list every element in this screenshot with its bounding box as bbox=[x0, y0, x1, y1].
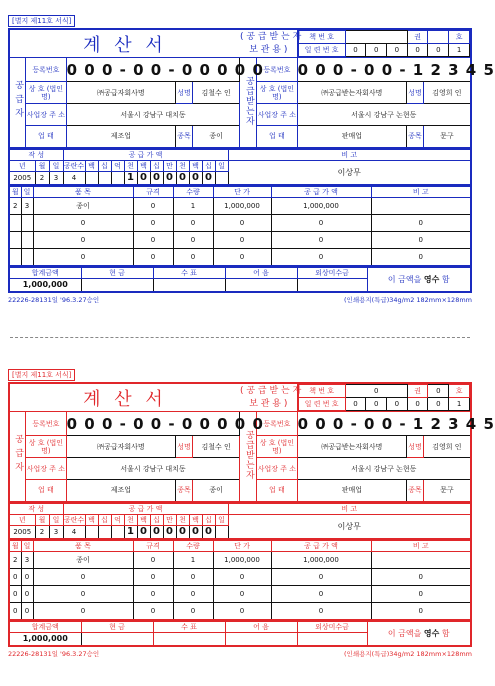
table-row: 0 0 0 0 0 0 bbox=[9, 249, 471, 266]
receiver-mark: 공 급 받 는 자 bbox=[246, 31, 302, 42]
supplier-side-label: 공급자 bbox=[9, 412, 26, 502]
invoice-title: 계 산 서 bbox=[83, 34, 167, 56]
table-row: 2 3 종이 0 1 1,000,000 1,000,000 bbox=[9, 198, 471, 215]
form-number-label: [별지 제11호 서식] bbox=[8, 369, 75, 381]
supplier-reg-number: 0 0 0 - 0 0 - 0 0 0 0 0 bbox=[66, 58, 240, 82]
supplier-side-label: 공급자 bbox=[9, 58, 26, 148]
approval-note: 22226-28131일 '96.3.27승인 bbox=[8, 296, 100, 304]
invoice-blue-copy bbox=[8, 8, 495, 304]
invoice-title: 계 산 서 bbox=[83, 388, 167, 410]
receiver-company: ㈜공급받는자회사명 bbox=[297, 82, 407, 104]
receiver-address: 서울시 강남구 논현동 bbox=[297, 104, 471, 126]
items-table-blue: 월 일 품 목 규격 수량 단 가 공 급 가 액 비 고 2 3 종이 0 1 1,000,000 1,000,000 0 0 0 0 0 0 0 0 0 0 0 0 0 0 0 0 0 0 bbox=[8, 186, 472, 267]
supplier-company: ㈜공급자회사명 bbox=[66, 436, 176, 458]
issue-row: 2005 2 3 4 1 0 0 0 0 0 0 bbox=[9, 171, 471, 185]
total-amount: 1,000,000 bbox=[9, 278, 81, 292]
table-row: 0 0 0 0 0 0 0 0 bbox=[9, 603, 471, 620]
receiver-biz-type: 판매업 bbox=[297, 480, 407, 502]
supplier-name: 김철수 bbox=[201, 442, 222, 451]
issue-table-blue: 작 성 공 급 가 액 비 고 년 월 일 공란수 백 십 억 천 백 십 만 천 백 십 일 이상무 2005 2 3 4 1 0 0 0 0 0 0 bbox=[8, 149, 472, 187]
items-table-red: 월 일 품 목 규격 수량 단 가 공 급 가 액 비 고 2 3 종이 0 1 1,000,000 1,000,000 0 0 0 0 0 0 0 0 0 0 0 0 0 0 0 0 0 0 0 0 0 0 0 0 bbox=[8, 540, 472, 621]
table-row: 0 0 0 0 0 0 0 0 bbox=[9, 586, 471, 603]
claim-text: 이 금액을 영수 함 bbox=[367, 267, 471, 292]
remarks-value: 이상무 bbox=[228, 160, 471, 185]
approval-note: 22226-28131일 '96.3.27승인 bbox=[8, 650, 100, 658]
receiver-biz-item: 문구 bbox=[423, 480, 471, 502]
receiver-name: 김영희 bbox=[432, 442, 453, 451]
receiver-side-label: 공급받는자 bbox=[240, 412, 257, 502]
storage-mark: 보 관 용 bbox=[249, 398, 281, 409]
invoice-red-copy bbox=[8, 362, 495, 658]
receiver-side-label: 공급받는자 bbox=[240, 58, 257, 148]
form-number-label: [별지 제11호 서식] bbox=[8, 15, 75, 27]
supplier-biz-type: 제조업 bbox=[66, 126, 176, 148]
supplier-address: 서울시 강남구 대치동 bbox=[66, 104, 240, 126]
invoice-table-red: 계 산 서 ( 공 급 받 는 자 보 관 용 ) 책 번 호 0 권 0 호 일 련 번 호 0 0 0 0 0 1 공급자 등록번호 0 0 0 - 0 0 - 0 0 0 0 0 공급받는자 등록번호 0 0 0 - 0 0 - 1 2 3 4 5 상 호 (법인명) ㈜공급자회사명 성명 김철수 인 상 호 (법인명) ㈜공급받는자회사명 성명 김영희 인 사업장 주 소 서울시 강남구 대치동 사업장 주 소 서울시 강남구 논현동 업 태 제조업 종목 종이 업 태 판매업 종목 문구 bbox=[8, 382, 472, 503]
supplier-biz-item: 종이 bbox=[192, 126, 240, 148]
supplier-company: ㈜공급자회사명 bbox=[66, 82, 176, 104]
book-number-box: 책 번 호 권 호 일 련 번 호 0 0 0 0 0 1 bbox=[298, 30, 470, 57]
table-row: 2 3 종이 0 1 1,000,000 1,000,000 bbox=[9, 552, 471, 569]
paper-spec: (인쇄용지(특급)34g/m2 182mm×128mm bbox=[344, 650, 472, 658]
receiver-address: 서울시 강남구 논현동 bbox=[297, 458, 471, 480]
supplier-reg-number: 0 0 0 - 0 0 - 0 0 0 0 0 bbox=[66, 412, 240, 436]
issue-row: 2005 2 3 4 1 0 0 0 0 0 0 bbox=[9, 525, 471, 539]
invoice-table-blue: 계 산 서 ( 공 급 받 는 자 보 관 용 ) 책 번 호 권 호 일 련 번 호 0 0 0 0 0 1 공급자 등록번호 0 0 0 - 0 0 - 0 0 0 0 0 공급받는자 등록번호 0 0 0 - 0 0 - 1 2 3 4 5 상 호 (법인명) ㈜공급자회사명 성명 김철수 인 상 호 (법인명) ㈜공급받는자회사명 성명 김영희 인 사업장 주 소 서울시 강남구 대치동 사업장 주 소 서울시 강남구 논현동 업 태 제조업 종목 종이 업 태 판매업 종목 문구 bbox=[8, 28, 472, 149]
supplier-name: 김철수 bbox=[201, 88, 222, 97]
total-amount: 1,000,000 bbox=[9, 632, 81, 646]
supplier-address: 서울시 강남구 대치동 bbox=[66, 458, 240, 480]
paper-spec: (인쇄용지(특급)34g/m2 182mm×128mm bbox=[344, 296, 472, 304]
receiver-biz-type: 판매업 bbox=[297, 126, 407, 148]
storage-mark: 보 관 용 bbox=[249, 44, 281, 55]
table-row: 0 0 0 0 0 0 bbox=[9, 215, 471, 232]
totals-table-blue: 합계금액 현 금 수 표 어 음 외상미수금 이 금액을 영수 함 1,000,000 bbox=[8, 267, 472, 294]
table-row: 0 0 0 0 0 0 0 0 bbox=[9, 569, 471, 586]
receiver-reg-number: 0 0 0 - 0 0 - 1 2 3 4 5 bbox=[297, 58, 471, 82]
book-number-box: 책 번 호 0 권 0 호 일 련 번 호 0 0 0 0 0 1 bbox=[298, 384, 470, 411]
claim-text: 이 금액을 영수 함 bbox=[367, 621, 471, 646]
supplier-biz-type: 제조업 bbox=[66, 480, 176, 502]
receiver-biz-item: 문구 bbox=[423, 126, 471, 148]
cut-line bbox=[10, 337, 470, 338]
receiver-mark: 공 급 받 는 자 bbox=[246, 385, 302, 396]
table-row: 0 0 0 0 0 0 bbox=[9, 232, 471, 249]
receiver-name: 김영희 bbox=[432, 88, 453, 97]
receiver-reg-number: 0 0 0 - 0 0 - 1 2 3 4 5 bbox=[297, 412, 471, 436]
issue-table-red: 작 성 공 급 가 액 비 고 년 월 일 공란수 백 십 억 천 백 십 만 천 백 십 일 이상무 2005 2 3 4 1 0 0 0 0 0 0 bbox=[8, 503, 472, 541]
totals-table-red: 합계금액 현 금 수 표 어 음 외상미수금 이 금액을 영수 함 1,000,000 bbox=[8, 621, 472, 648]
remarks-value: 이상무 bbox=[228, 514, 471, 539]
supplier-biz-item: 종이 bbox=[192, 480, 240, 502]
receiver-company: ㈜공급받는자회사명 bbox=[297, 436, 407, 458]
